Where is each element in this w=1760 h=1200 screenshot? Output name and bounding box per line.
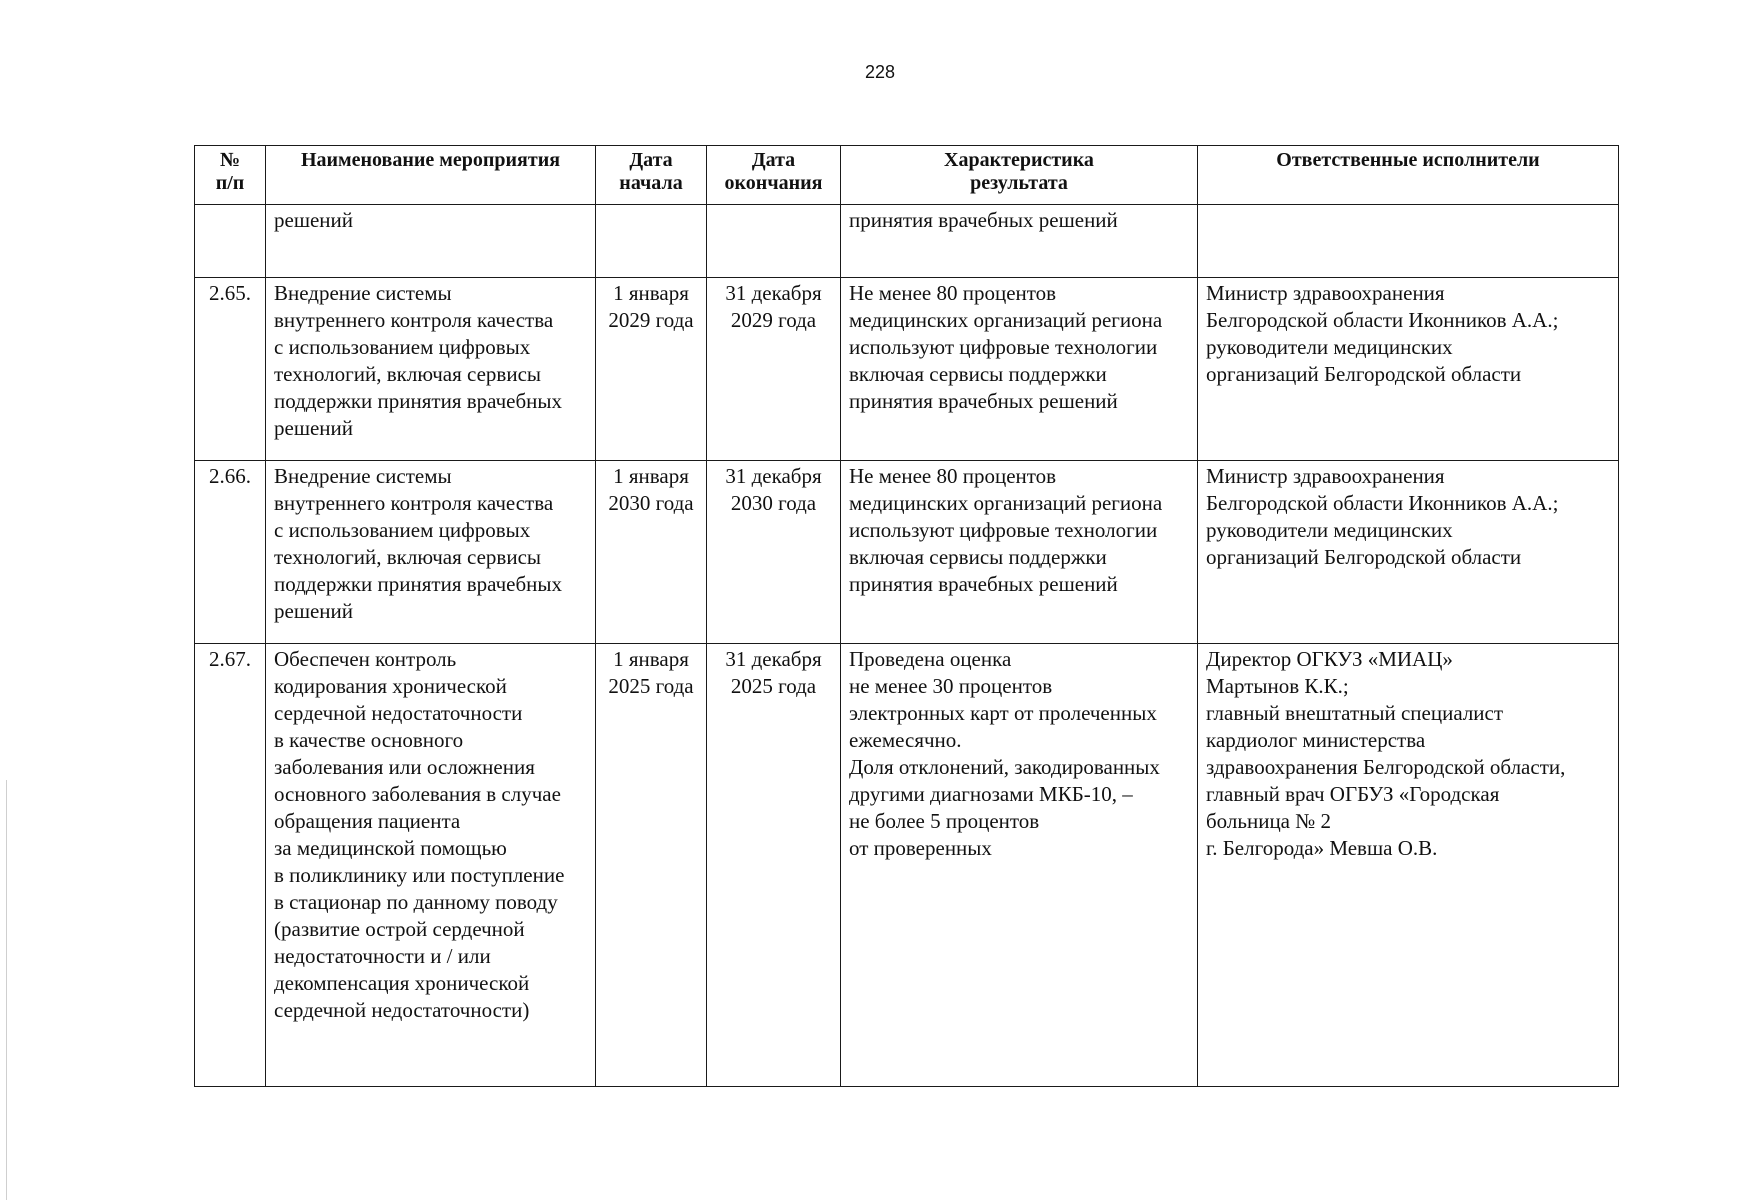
cell-responsible: Директор ОГКУЗ «МИАЦ» Мартынов К.К.; главный внештатный специалист кардиолог министерства здравоохранения Белгородской области, главный врач ОГБУЗ «Городская больница № 2 г. Белгорода» Мевша О.В.: [1198, 644, 1619, 1087]
cell-start-date: 1 января 2030 года: [596, 461, 707, 644]
header-start-date: Дата начала: [596, 146, 707, 205]
cell-responsible: Министр здравоохранения Белгородской области Иконников А.А.; руководители медицинских организаций Белгородской области: [1198, 278, 1619, 461]
cell-name: Внедрение системы внутреннего контроля качества с использованием цифровых технологий, включая сервисы поддержки принятия врачебных решений: [266, 278, 596, 461]
cell-start-date: [596, 205, 707, 278]
table-row: [195, 205, 1619, 278]
cell-name: Обеспечен контроль кодирования хронической сердечной недостаточности в качестве основного заболевания или осложнения основного заболевания в случае обращения пациента за медицинской помощью в поликлинику или поступление в стационар по данному поводу (развитие острой сердечной недостаточности и / или декомпенсация хронической сердечной недостаточности): [266, 644, 596, 1087]
header-end-date: Дата окончания: [707, 146, 841, 205]
cell-end-date: 31 декабря 2030 года: [707, 461, 841, 644]
measures-table: [194, 145, 1619, 1087]
cell-result: Не менее 80 процентов медицинских организаций региона используют цифровые технологии включая сервисы поддержки принятия врачебных решений: [841, 461, 1198, 644]
table-row: [195, 644, 1619, 1087]
header-num: № п/п: [195, 146, 266, 205]
table-header-row: [195, 146, 1619, 205]
header-responsible: Ответственные исполнители: [1198, 146, 1619, 205]
cell-responsible: Министр здравоохранения Белгородской области Иконников А.А.; руководители медицинских организаций Белгородской области: [1198, 461, 1619, 644]
cell-name: Внедрение системы внутреннего контроля качества с использованием цифровых технологий, включая сервисы поддержки принятия врачебных решений: [266, 461, 596, 644]
table-row: [195, 278, 1619, 461]
cell-result: Проведена оценка не менее 30 процентов электронных карт от пролеченных ежемесячно. Доля отклонений, закодированных другими диагнозами МКБ-10, – не более 5 процентов от проверенных: [841, 644, 1198, 1087]
table-row: [195, 461, 1619, 644]
cell-end-date: 31 декабря 2025 года: [707, 644, 841, 1087]
header-result: Характеристика результата: [841, 146, 1198, 205]
cell-end-date: [707, 205, 841, 278]
cell-num: [195, 205, 266, 278]
header-name: Наименование мероприятия: [266, 146, 596, 205]
cell-num: 2.66.: [195, 461, 266, 644]
scan-edge-line: [6, 780, 7, 1200]
cell-result: принятия врачебных решений: [841, 205, 1198, 278]
cell-name: решений: [266, 205, 596, 278]
cell-result: Не менее 80 процентов медицинских организаций региона используют цифровые технологии включая сервисы поддержки принятия врачебных решений: [841, 278, 1198, 461]
cell-responsible: [1198, 205, 1619, 278]
cell-start-date: 1 января 2025 года: [596, 644, 707, 1087]
page-number: 228: [864, 62, 896, 82]
cell-num: 2.67.: [195, 644, 266, 1087]
cell-end-date: 31 декабря 2029 года: [707, 278, 841, 461]
cell-start-date: 1 января 2029 года: [596, 278, 707, 461]
cell-num: 2.65.: [195, 278, 266, 461]
